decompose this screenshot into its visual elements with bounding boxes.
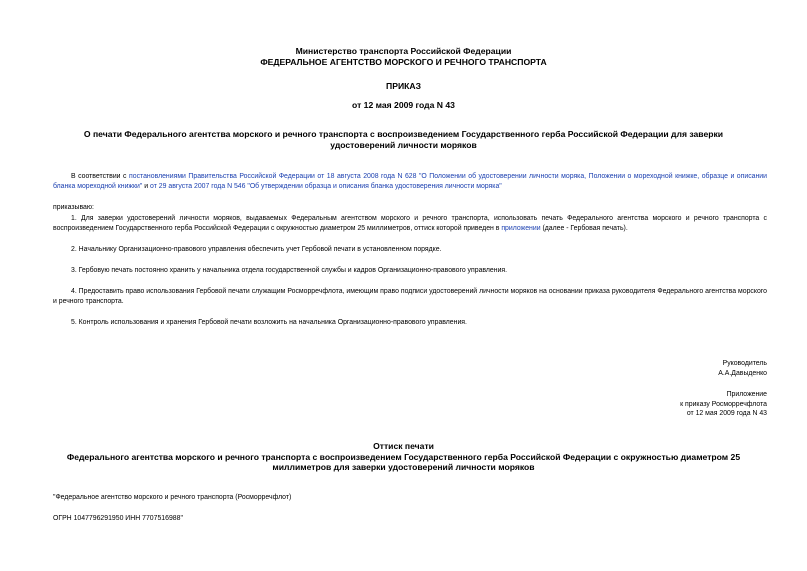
order-item-2: 2. Начальнику Организационно-правового управления обеспечить учет Гербовой печати в установленном порядке. xyxy=(71,246,442,253)
preamble-prefix: В соответствии с xyxy=(71,173,130,180)
resolution-546-link[interactable]: от 29 августа 2007 года N 546 "Об утверждении образца и описания бланка удостоверения личности моряка" xyxy=(150,182,502,190)
order-item-1-text: 1. Для заверки удостоверений личности моряков, выдаваемых Федеральным агентством морского и речного транспорта, использовать печать Федерального агентства морского и речного транспорта с воспроизведением Государственного герба Российской Федерации с окружностью диаметром 25 миллиметров, оттиск которой приведен в xyxy=(53,215,767,232)
resolution-628-link[interactable]: постановлениями Правительства Российской Федерации от 18 августа 2008 года N 628 "О Положении об удостоверении личности моряка, Положении о мореходной книжке, образце и описании бланка мореходной книжки" xyxy=(53,173,768,190)
signature-position: Руководитель xyxy=(722,360,767,367)
signature-block xyxy=(718,359,767,378)
preamble-paragraph xyxy=(53,172,767,191)
seal-text-line-2: ОГРН 1047796291950 ИНН 7707516988" xyxy=(53,515,183,522)
seal-text-line-1: "Федеральное агентство морского и речного транспорта (Росморречфлот) xyxy=(53,494,292,501)
order-word: приказываю: xyxy=(53,204,94,211)
appendix-heading: Оттиск печати xyxy=(373,441,434,451)
appendix-order-ref: к приказу Росморречфлота xyxy=(680,400,767,408)
order-item-4: 4. Предоставить право использования Гербовой печати служащим Росморречфлота, имеющим право подписи удостоверений личности моряков на основании приказа руководителя Федерального агентства морского и речного транспорта. xyxy=(53,288,767,305)
ministry-name: Министерство транспорта Российской Федерации xyxy=(295,46,512,56)
appendix-order-date: от 12 мая 2009 года N 43 xyxy=(686,410,767,418)
appendix-reference xyxy=(680,390,767,419)
appendix-label: Приложение xyxy=(726,391,767,398)
order-item-1 xyxy=(53,214,767,233)
order-item-1-suffix: (далее - Гербовая печать). xyxy=(540,224,628,232)
order-item-5: 5. Контроль использования и хранения Гербовой печати возложить на начальника Организационно-правового управления. xyxy=(71,319,467,326)
appendix-title: Федерального агентства морского и речного транспорта с воспроизведением Государственного герба Российской Федерации с окружностью диаметром 25 миллиметров для заверки удостоверений личности моряков xyxy=(66,452,741,473)
appendix-link[interactable]: приложении xyxy=(501,224,541,232)
agency-name: ФЕДЕРАЛЬНОЕ АГЕНТСТВО МОРСКОГО И РЕЧНОГО ТРАНСПОРТА xyxy=(260,57,547,67)
document-title: О печати Федерального агентства морского и речного транспорта с воспроизведением Государственного герба Российской Федерации для заверки удостоверений личности моряков xyxy=(83,129,724,150)
order-item-3: 3. Гербовую печать постоянно хранить у начальника отдела государственной службы и кадров Организационно-правового управления. xyxy=(71,267,508,274)
preamble-middle: и xyxy=(142,182,151,190)
document-type: ПРИКАЗ xyxy=(386,81,421,91)
signature-name: А.А.Давыденко xyxy=(718,369,767,377)
document-date-number: от 12 мая 2009 года N 43 xyxy=(352,100,455,110)
